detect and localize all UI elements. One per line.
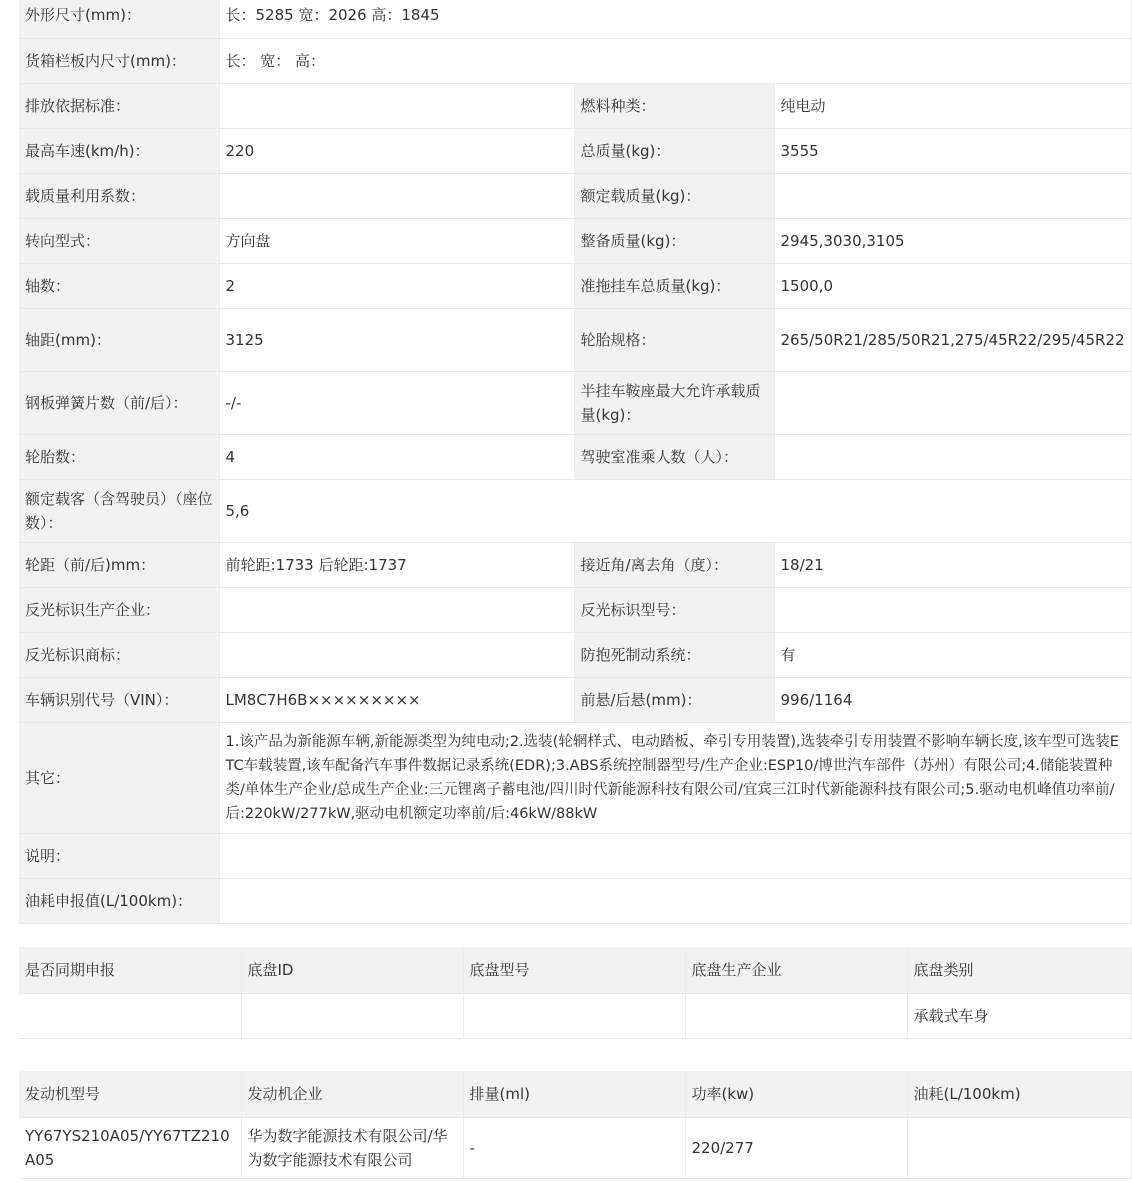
spec-value: 5,6 xyxy=(219,480,1131,543)
spec-row-dimensions xyxy=(19,0,1131,39)
spec-value: 3125 xyxy=(219,309,574,372)
spec-label: 反光标识型号： xyxy=(574,588,774,633)
table-cell: 华为数字能源技术有限公司/华为数字能源技术有限公司 xyxy=(241,1118,463,1179)
spec-label: 额定载客（含驾驶员）（座位数）： xyxy=(19,480,219,543)
engine-data-row xyxy=(19,1118,1131,1179)
table-header: 是否同期申报 xyxy=(19,947,241,994)
table-cell xyxy=(19,994,241,1039)
spec-row-emission xyxy=(19,84,1131,129)
spec-row-tire-count xyxy=(19,435,1131,480)
spec-value xyxy=(219,834,1131,879)
spec-label: 载质量利用系数： xyxy=(19,174,219,219)
spec-label: 说明： xyxy=(19,834,219,879)
table-header: 功率(kw) xyxy=(685,1071,907,1118)
table-cell xyxy=(241,994,463,1039)
spec-value: 996/1164 xyxy=(774,678,1131,723)
spec-value xyxy=(219,174,574,219)
spec-label: 轮胎数： xyxy=(19,435,219,480)
table-cell: - xyxy=(463,1118,685,1179)
spec-row-axles xyxy=(19,264,1131,309)
engine-table xyxy=(19,1071,1132,1179)
table-cell: 承载式车身 xyxy=(907,994,1131,1039)
spec-value xyxy=(774,372,1131,435)
table-cell xyxy=(463,994,685,1039)
spec-value: 4 xyxy=(219,435,574,480)
vehicle-spec-table xyxy=(19,0,1132,924)
spec-label: 额定载质量(kg)： xyxy=(574,174,774,219)
spec-label: 接近角/离去角（度）： xyxy=(574,543,774,588)
spec-value: 18/21 xyxy=(774,543,1131,588)
table-header: 油耗(L/100km) xyxy=(907,1071,1131,1118)
table-header: 底盘类别 xyxy=(907,947,1131,994)
spec-label: 转向型式： xyxy=(19,219,219,264)
table-header: 发动机型号 xyxy=(19,1071,241,1118)
spec-row-cargo-box xyxy=(19,39,1131,84)
table-header: 底盘生产企业 xyxy=(685,947,907,994)
table-header: 排量(ml) xyxy=(463,1071,685,1118)
spec-label: 总质量(kg)： xyxy=(574,129,774,174)
spec-label: 驾驶室准乘人数（人）： xyxy=(574,435,774,480)
table-cell xyxy=(907,1118,1131,1179)
spec-row-steering xyxy=(19,219,1131,264)
spec-label: 最高车速(km/h)： xyxy=(19,129,219,174)
spec-label: 燃料种类： xyxy=(574,84,774,129)
spec-value xyxy=(774,435,1131,480)
chassis-data-row xyxy=(19,994,1131,1039)
spec-row-seats xyxy=(19,480,1131,543)
spec-value: -/- xyxy=(219,372,574,435)
chassis-header-row xyxy=(19,947,1131,994)
spec-value: 1.该产品为新能源车辆,新能源类型为纯电动;2.选装(轮辋样式、电动踏板、牵引专用装置),选装牵引专用装置不影响车辆长度,该车型可选装ETC车载装置,该车配备汽车事件数据记录系统(EDR);3.ABS系统控制器型号/生产企业:ESP10/博世汽车部件（苏州）有限公司;4.储能装置种类/单体生产企业/总成生产企业:三元锂离子蓄电池/四川时代新能源科技有限公司/宜宾三江时代新能源科技有限公司;5.驱动电机峰值功率前/后:220kW/277kW,驱动电机额定功率前/后:46kW/88kW xyxy=(219,723,1131,834)
spec-value: LM8C7H6B××××××××× xyxy=(219,678,574,723)
spec-value xyxy=(219,633,574,678)
spec-row-other xyxy=(19,723,1131,834)
table-header: 发动机企业 xyxy=(241,1071,463,1118)
spec-row-fuel-consumption xyxy=(19,879,1131,924)
spec-value: 265/50R21/285/50R21,275/45R22/295/45R22 xyxy=(774,309,1131,372)
spec-label: 钢板弹簧片数（前/后）： xyxy=(19,372,219,435)
table-header: 底盘型号 xyxy=(463,947,685,994)
spec-value xyxy=(774,174,1131,219)
table-cell: 220/277 xyxy=(685,1118,907,1179)
spec-value: 有 xyxy=(774,633,1131,678)
spec-value: 2945,3030,3105 xyxy=(774,219,1131,264)
spec-label: 车辆识别代号（VIN）： xyxy=(19,678,219,723)
spec-value xyxy=(219,588,574,633)
spec-value: 长：5285 宽：2026 高：1845 xyxy=(219,0,1131,39)
spec-label: 轮胎规格： xyxy=(574,309,774,372)
table-cell xyxy=(685,994,907,1039)
spec-label: 反光标识商标： xyxy=(19,633,219,678)
spec-row-leaf-springs xyxy=(19,372,1131,435)
spec-row-wheelbase xyxy=(19,309,1131,372)
spec-label: 准拖挂车总质量(kg)： xyxy=(574,264,774,309)
table-header: 底盘ID xyxy=(241,947,463,994)
spec-row-notes xyxy=(19,834,1131,879)
spec-label: 轴距(mm)： xyxy=(19,309,219,372)
spec-label: 轴数： xyxy=(19,264,219,309)
spec-label: 外形尺寸(mm)： xyxy=(19,0,219,39)
spec-row-reflective-maker xyxy=(19,588,1131,633)
spec-value: 1500,0 xyxy=(774,264,1131,309)
spec-label: 反光标识生产企业： xyxy=(19,588,219,633)
spec-row-track xyxy=(19,543,1131,588)
spec-value: 长： 宽： 高： xyxy=(219,39,1131,84)
spec-row-load-factor xyxy=(19,174,1131,219)
spec-row-vin xyxy=(19,678,1131,723)
spec-value xyxy=(219,879,1131,924)
spec-value: 2 xyxy=(219,264,574,309)
spec-row-max-speed xyxy=(19,129,1131,174)
spec-value: 方向盘 xyxy=(219,219,574,264)
spec-value: 前轮距:1733 后轮距:1737 xyxy=(219,543,574,588)
chassis-table xyxy=(19,947,1132,1039)
spec-value: 纯电动 xyxy=(774,84,1131,129)
spec-label: 货箱栏板内尺寸(mm)： xyxy=(19,39,219,84)
spec-label: 半挂车鞍座最大允许承载质量(kg)： xyxy=(574,372,774,435)
spec-label: 排放依据标准： xyxy=(19,84,219,129)
spec-label: 前悬/后悬(mm)： xyxy=(574,678,774,723)
spec-value xyxy=(774,588,1131,633)
spec-value: 220 xyxy=(219,129,574,174)
table-cell: YY67YS210A05/YY67TZ210A05 xyxy=(19,1118,241,1179)
spec-label: 其它： xyxy=(19,723,219,834)
spec-label: 轮距（前/后)mm： xyxy=(19,543,219,588)
spec-value xyxy=(219,84,574,129)
engine-header-row xyxy=(19,1071,1131,1118)
spec-label: 防抱死制动系统： xyxy=(574,633,774,678)
spec-label: 油耗申报值(L/100km)： xyxy=(19,879,219,924)
spec-row-reflective-brand xyxy=(19,633,1131,678)
spec-value: 3555 xyxy=(774,129,1131,174)
spec-label: 整备质量(kg)： xyxy=(574,219,774,264)
